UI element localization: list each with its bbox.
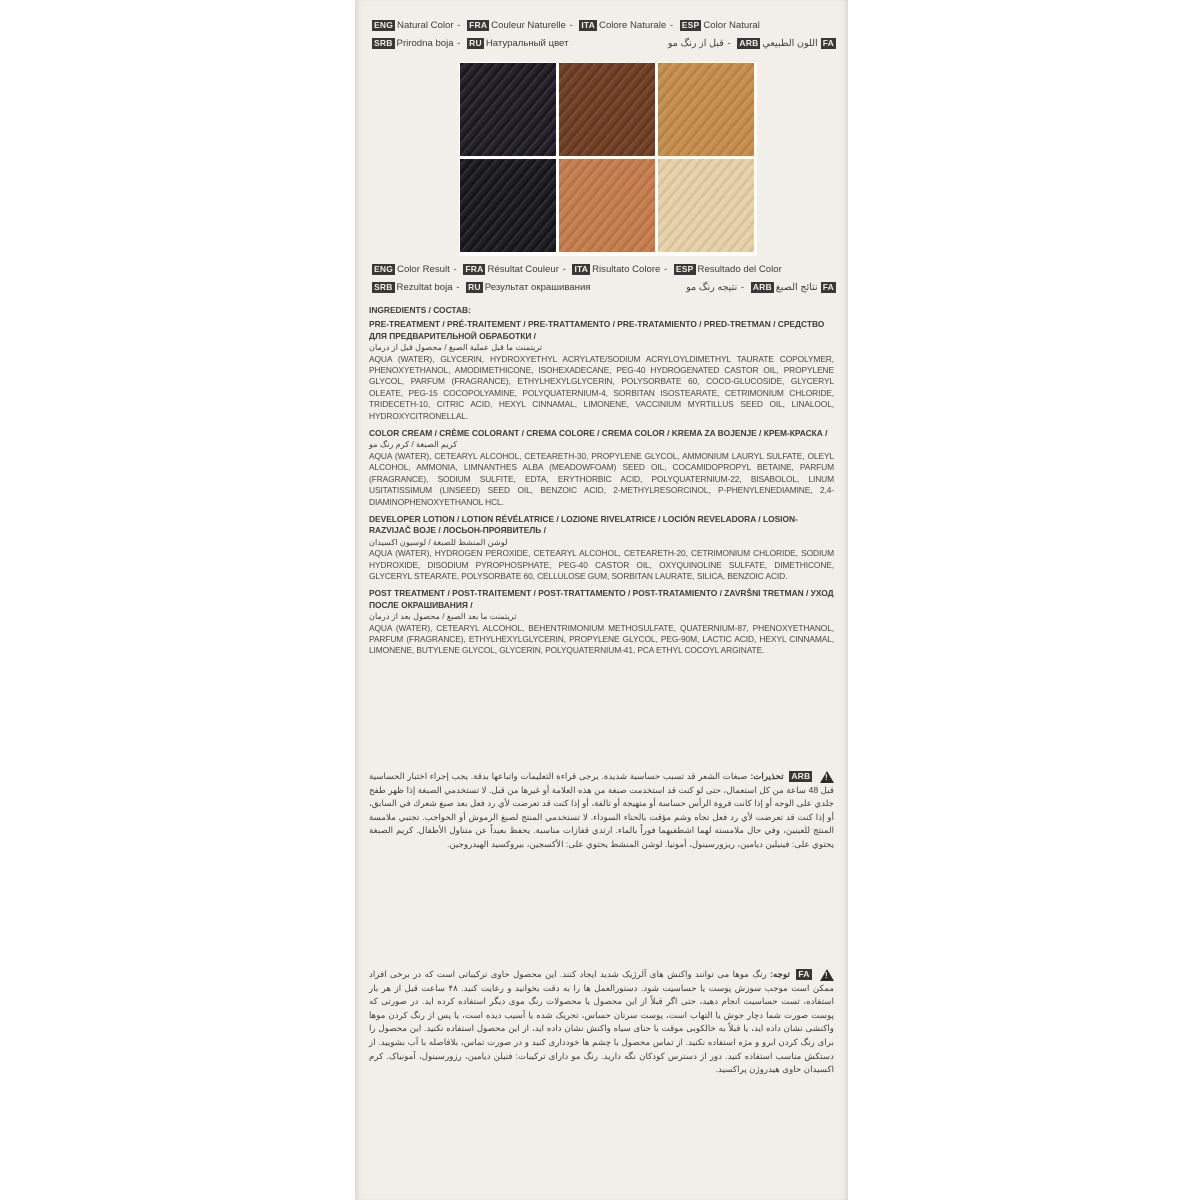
section-arabic-title: كريم الصبغة / كرم رنگ مو [369, 440, 458, 450]
language-label: Color Natural [703, 20, 760, 31]
language-label: Couleur Naturelle [491, 20, 566, 31]
language-tag: RU [469, 38, 482, 48]
color-result-labels-2 [369, 280, 838, 296]
section-arabic-title: تريتمنت ما قبل عملية الصبغ / محصول قبل از درمان [369, 343, 543, 353]
language-tag: FRA [469, 20, 488, 30]
ingredients-block [369, 305, 834, 663]
label-separator: - [559, 264, 569, 275]
warning-triangle-icon [820, 969, 834, 981]
language-label: Colore Naturale [599, 20, 667, 31]
label-separator: - [566, 20, 576, 31]
language-label: Résultat Couleur [487, 264, 559, 275]
language-label: نتائج الصبغ [775, 282, 818, 293]
language-tag: ITA [581, 20, 596, 30]
warning-triangle-icon [820, 771, 834, 783]
language-label: Color Result [397, 264, 450, 275]
swatch-natural-black [460, 63, 556, 156]
language-label: Risultato Colore [592, 264, 661, 275]
warning-arabic [369, 770, 834, 852]
warning-arabic-text [369, 770, 834, 852]
section-ingredient-list: AQUA (WATER), CETEARYL ALCOHOL, BEHENTRIMONIUM METHOSULFATE, QUATERNIUM-87, PHENOXYETHANOL, PARFUM (FRAGRANCE), ETHYLHEXYLGLYCERIN, PROPYLENE GLYCOL, PEG-90M, LACTIC ACID, HEXYL CINNAMAL, LIMONENE, BUTYLENE GLYCOL, GLYCERIN, POLYQUATERNIUM-41, PCA ETHYL COCOYL ARGINATE. [369, 622, 834, 656]
language-tag: ESP [675, 264, 694, 274]
warning-body: رنگ موها می توانند واکنش های آلرژیک شدید ایجاد کنند. این محصول حاوی ترکیباتی است که در برخی افراد ممکن است موجب سوزش پوست یا حساسیت شود. دستورالعمل ها را به دقت بخوانید و رعایت کنید. ۴۸ ساعت قبل از هر بار استفاده، تست حساسیت انجام دهید، حتی اگر قبلاً از این محصول یا محصولات رنگ موی دیگر استفاده کرده اید. در صورتی که پوست صورت شما دچار جوش یا التهاب است، پوست سرتان حساس، تحریک شده یا آسیب دیده است، یا پس از رنگ کردن موها واکنشی نشان داده اید، یا قبلاً به خالکوبی موقت با حنای سیاه واکنش نشان داده اید، از این محصول استفاده نکنید. این محصول را برای رنگ کردن ابرو و مژه استفاده نکنید. از تماس محصول با چشم ها خودداری کنید و در صورت تماس، بلافاصله با آب بشویید. از دستکش مناسب استفاده کنید. دور از دسترس کودکان نگه دارید. رنگ مو دارای ترکیبات: فنیلن دیامین، رزورسینول، آمونیاک. کرم اکسیدان حاوی هیدروژن پراکسید. [369, 969, 834, 1075]
swatch-result-light-blonde [658, 159, 754, 252]
section-arabic-title: تريتمنت ما بعد الصبغ / محصول بعد از درمان [369, 612, 517, 622]
ingredient-section-color-cream [369, 428, 834, 508]
section-ingredient-list: AQUA (WATER), HYDROGEN PEROXIDE, CETEARYL ALCOHOL, CETEARETH-20, CETRIMONIUM CHLORIDE, SODIUM HYDROXIDE, DISODIUM PYROPHOSPHATE, PEG-40 CASTOR OIL, OXYQUINOLINE SULFATE, DIMETHICONE, GLYCERYL STEARATE, POLYSORBATE 60, CELLULOSE GUM, SORBITAN LAURATE, SILICA, BENZOIC ACID. [369, 548, 834, 581]
language-tag: FA [822, 282, 834, 292]
language-tag: ARB [791, 771, 811, 781]
warning-farsi-text [369, 968, 834, 1077]
language-label: قبل از رنگ مو [667, 38, 724, 49]
section-ingredient-list: AQUA (WATER), CETEARYL ALCOHOL, CETEARETH-30, PROPYLENE GLYCOL, AMMONIUM LAURYL SULFATE, OLEYL ALCOHOL, AMMONIA, LIMNANTHES ALBA (MEADOWFOAM) SEED OIL, COCAMIDOPROPYL BETAINE, PARFUM (FRAGRANCE), SODIUM SULFITE, EDTA, ERYTHORBIC ACID, POLYQUATERNIUM-22, BISABOLOL, LINUM USITATISSIMUM (LINSEED) SEED OIL, BENZOIC ACID, 2-METHYLRESORCINOL, P-PHENYLENEDIAMINE, 2,4-DIAMINOPHENOXYETHANOL HCL. [369, 450, 834, 507]
language-tag: FA [822, 38, 834, 48]
section-title: DEVELOPER LOTION / LOTION RÉVÉLATRICE / LOZIONE RIVELATRICE / LOCIÓN REVELADORA / LOSION-RAZVIJAČ BOJE / ЛОСЬОН-ПРОЯВИТЕЛЬ / [369, 513, 798, 536]
warning-body: صبغات الشعر قد تسبب حساسية شديدة. يرجى قراءة التعليمات واتباعها بدقة. يجب إجراء اختبار الحساسية قبل 48 ساعة من كل استعمال، حتى لو كنت قد استخدمت صبغة من هذه العلامة أو غيرها من قبل. لا تستخدمي الصبغة إذا ظهر طفح جلدي على الوجه أو إذا كانت فروة الرأس حساسة أو متهيجة أو تالفة، أو إذا كنت قد تعرضت لأي رد فعل بعد صبغ شعرك في السابق، أو إذا كنت قد تعرضت لأي رد فعل تجاه وشم مؤقت بالحناء السوداء. لا تستخدمي المنتج لصبغ الرموش أو الحواجب. تجنبي ملامسة المنتج للعينين، وفي حال ملامسته لهما اشطفيهما فوراً بالماء. ارتدي قفازات مناسبة. يحفظ بعيداً عن متناول الأطفال. كريم الصبغة يحتوي على: فينيلين ديامين، ريزورسينول، أمونيا. لوشن المنشط يحتوي على: الأكسجين، بيروكسيد الهيدروجين. [369, 771, 834, 849]
section-title: COLOR CREAM / CRÈME COLORANT / CREMA COLORE / CREMA COLOR / KREMA ZA BOJENJE / КРЕМ-КРАСКА / [369, 428, 828, 439]
ingredients-heading: INGREDIENTS / СОСТАВ: [369, 305, 471, 315]
language-tag: RU [468, 282, 481, 292]
label-separator: - [454, 20, 464, 31]
language-tag: SRB [374, 282, 393, 292]
language-tag: ARB [752, 282, 772, 292]
section-ingredient-list: AQUA (WATER), GLYCERIN, HYDROXYETHYL ACRYLATE/SODIUM ACRYLOYLDIMETHYL TAURATE COPOLYMER, PHENOXYETHANOL, AMODIMETHICONE, ISOHEXADECANE, PEG-40 HYDROGENATED CASTOR OIL, PROPYLENE GLYCOL, PARFUM (FRAGRANCE), ETHYLHEXYLGLYCERIN, POLYSORBATE 60, COCO-GLUCOSIDE, GLYCERYL OLEATE, PEG-15 COCOPOLYAMINE, POLYQUATERNIUM-4, SORBITAN ISOSTEARATE, CETRIMONIUM CHLORIDE, TRIDECETH-10, CITRIC ACID, HEXYL CINNAMAL, LIMONENE, VACCINIUM MYRTILLUS SEED OIL, LINALOOL, HYDROXYCITRONELLAL. [369, 353, 834, 421]
product-insert-page [355, 0, 848, 1200]
language-tag: ENG [374, 20, 394, 30]
hair-color-swatch-grid [459, 62, 757, 256]
language-label: Prirodna boja [396, 38, 454, 49]
label-separator: - [454, 38, 464, 49]
label-separator: - [450, 264, 460, 275]
natural-color-labels-1 [369, 18, 838, 34]
language-label: Natural Color [397, 20, 454, 31]
language-label: Натуральный цвет [485, 38, 569, 49]
language-tag: ITA [574, 264, 589, 274]
language-tag: ARB [739, 38, 759, 48]
language-label: Результат окрашивания [484, 282, 591, 293]
warning-title: تحذيرات: [750, 771, 784, 781]
language-tag: ESP [681, 20, 700, 30]
language-tag: ENG [374, 264, 394, 274]
ingredient-section-post-treatment [369, 588, 834, 656]
ingredient-section-pre-treatment [369, 319, 834, 422]
language-tag: FRA [465, 264, 484, 274]
language-tag: FA [798, 969, 810, 979]
language-tag: SRB [374, 38, 393, 48]
section-title: PRE-TREATMENT / PRÉ-TRAITEMENT / PRE-TRATTAMENTO / PRE-TRATAMIENTO / PRED-TRETMAN / СРЕДСТВО ДЛЯ ПРЕДВАРИТЕЛЬНОЙ ОБРАБОТКИ / [369, 319, 825, 341]
swatch-result-copper [559, 159, 655, 252]
label-separator: - [453, 282, 463, 293]
label-separator: - [738, 282, 747, 293]
warning-title: توجه: [770, 969, 790, 979]
natural-color-labels-2 [369, 36, 838, 52]
swatch-result-auburn [559, 63, 655, 156]
label-separator: - [724, 38, 734, 49]
color-result-labels-1 [369, 262, 838, 278]
language-label: Resultado del Color [697, 264, 782, 275]
language-label: نتیجه رنگ مو [686, 282, 738, 293]
swatch-result-golden [658, 63, 754, 156]
swatch-natural-black-2 [460, 159, 556, 252]
label-separator: - [667, 20, 676, 31]
language-label: اللون الطبيعي [762, 38, 818, 49]
ingredient-section-developer-lotion [369, 514, 834, 582]
language-label: Rezultat boja [396, 282, 453, 293]
warning-farsi [369, 968, 834, 1077]
label-separator: - [661, 264, 670, 275]
section-arabic-title: لوشن المنشط للصبغة / لوسیون اکسیدان [369, 537, 508, 547]
section-title: POST TREATMENT / POST-TRAITEMENT / POST-TRATTAMENTO / POST-TRATAMIENTO / ZAVRŠNI TRETMAN / УХОД ПОСЛЕ ОКРАШИВАНИЯ / [369, 588, 834, 610]
